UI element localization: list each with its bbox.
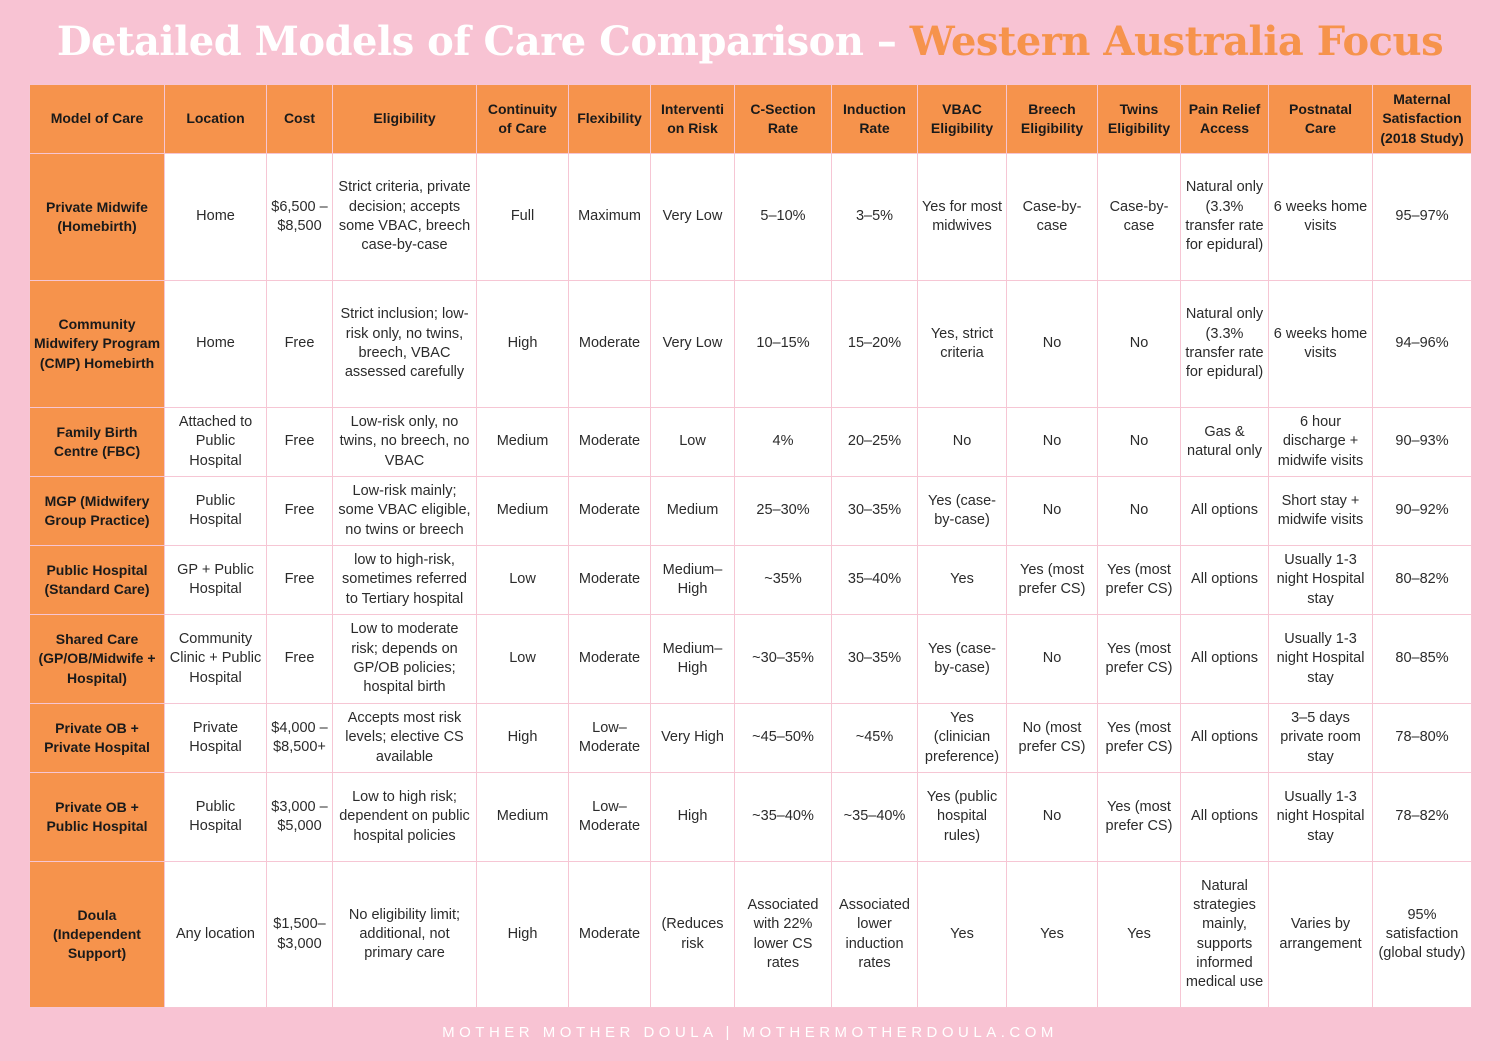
model-name-cell: Private Midwife (Homebirth) <box>30 154 165 281</box>
table-cell: Free <box>267 408 333 477</box>
table-cell: 90–92% <box>1373 477 1472 546</box>
model-name-cell: Private OB + Public Hospital <box>30 773 165 862</box>
table-cell: 80–82% <box>1373 546 1472 615</box>
table-cell: Public Hospital <box>165 773 267 862</box>
table-cell: Moderate <box>569 615 651 704</box>
table-cell: No <box>1007 615 1098 704</box>
table-cell: Yes (most prefer CS) <box>1007 546 1098 615</box>
column-header: Eligibility <box>333 85 477 154</box>
column-header: Continuity of Care <box>477 85 569 154</box>
table-cell: 6 weeks home visits <box>1269 154 1373 281</box>
table-cell: Low to moderate risk; depends on GP/OB policies; hospital birth <box>333 615 477 704</box>
table-cell: Yes <box>1007 862 1098 1008</box>
table-cell: All options <box>1181 773 1269 862</box>
table-cell: Medium– High <box>651 546 735 615</box>
table-cell: Moderate <box>569 862 651 1008</box>
table-cell: 20–25% <box>832 408 918 477</box>
table-cell: No <box>1098 477 1181 546</box>
column-header: Cost <box>267 85 333 154</box>
table-cell: Natural strategies mainly, supports informed medical use <box>1181 862 1269 1008</box>
table-cell: Private Hospital <box>165 704 267 773</box>
table-cell: 94–96% <box>1373 281 1472 408</box>
table-cell: Strict inclusion; low-risk only, no twins, breech, VBAC assessed carefully <box>333 281 477 408</box>
title-main: Detailed Models of Care Comparison – <box>56 18 910 65</box>
table-cell: Medium <box>651 477 735 546</box>
table-cell: low to high-risk, sometimes referred to Tertiary hospital <box>333 546 477 615</box>
table-cell: 90–93% <box>1373 408 1472 477</box>
table-cell: No <box>1007 477 1098 546</box>
table-cell: Attached to Public Hospital <box>165 408 267 477</box>
table-cell: No (most prefer CS) <box>1007 704 1098 773</box>
table-cell: No <box>1098 408 1181 477</box>
table-cell: 5–10% <box>735 154 832 281</box>
header-row <box>30 85 1472 154</box>
table-cell: Yes (public hospital rules) <box>918 773 1007 862</box>
table-cell: 30–35% <box>832 477 918 546</box>
table-cell: Moderate <box>569 408 651 477</box>
table-cell: Home <box>165 281 267 408</box>
column-header: Pain Relief Access <box>1181 85 1269 154</box>
table-cell: Varies by arrangement <box>1269 862 1373 1008</box>
table-cell: Medium <box>477 408 569 477</box>
table-cell: Accepts most risk levels; elective CS available <box>333 704 477 773</box>
table-cell: Usually 1-3 night Hospital stay <box>1269 615 1373 704</box>
table-cell: $4,000 – $8,500+ <box>267 704 333 773</box>
table-row <box>30 477 1472 546</box>
table-cell: No <box>1007 408 1098 477</box>
table-row <box>30 704 1472 773</box>
table-cell: Low-risk only, no twins, no breech, no VBAC <box>333 408 477 477</box>
table-cell: Moderate <box>569 281 651 408</box>
table-cell: Yes <box>918 546 1007 615</box>
footer-credit: MOTHER MOTHER DOULA | MOTHERMOTHERDOULA.COM <box>442 1024 1058 1041</box>
table-cell: $3,000 – $5,000 <box>267 773 333 862</box>
table-cell: Low <box>477 615 569 704</box>
table-cell: Yes <box>1098 862 1181 1008</box>
table-cell: Yes <box>918 862 1007 1008</box>
table-cell: Low– Moderate <box>569 773 651 862</box>
table-cell: 15–20% <box>832 281 918 408</box>
table-cell: ~35–40% <box>735 773 832 862</box>
table-cell: Very High <box>651 704 735 773</box>
table-cell: Case-by-case <box>1007 154 1098 281</box>
table-cell: Low-risk mainly; some VBAC eligible, no twins or breech <box>333 477 477 546</box>
model-name-cell: Family Birth Centre (FBC) <box>30 408 165 477</box>
table-cell: Case-by-case <box>1098 154 1181 281</box>
column-header: Interventi on Risk <box>651 85 735 154</box>
table-cell: ~35% <box>735 546 832 615</box>
column-header: Twins Eligibility <box>1098 85 1181 154</box>
table-cell: No <box>1098 281 1181 408</box>
table-row <box>30 773 1472 862</box>
table-cell: ~35–40% <box>832 773 918 862</box>
table-cell: Yes, strict criteria <box>918 281 1007 408</box>
table-cell: Maximum <box>569 154 651 281</box>
table-cell: High <box>477 281 569 408</box>
column-header: Flexibility <box>569 85 651 154</box>
table-cell: 10–15% <box>735 281 832 408</box>
table-cell: No <box>1007 773 1098 862</box>
table-cell: High <box>477 862 569 1008</box>
column-header: Maternal Satisfaction (2018 Study) <box>1373 85 1472 154</box>
column-header: Breech Eligibility <box>1007 85 1098 154</box>
table-cell: Medium– High <box>651 615 735 704</box>
comparison-table <box>29 84 1472 1008</box>
table-row <box>30 408 1472 477</box>
table-cell: Low– Moderate <box>569 704 651 773</box>
page-title <box>0 18 1500 65</box>
table-cell: Moderate <box>569 546 651 615</box>
table-cell: Yes (clinician preference) <box>918 704 1007 773</box>
table-cell: Community Clinic + Public Hospital <box>165 615 267 704</box>
table-cell: 25–30% <box>735 477 832 546</box>
table-row <box>30 281 1472 408</box>
table-cell: No eligibility limit; additional, not primary care <box>333 862 477 1008</box>
table-cell: All options <box>1181 704 1269 773</box>
model-name-cell: Private OB + Private Hospital <box>30 704 165 773</box>
table-row <box>30 615 1472 704</box>
model-name-cell: Doula (Independent Support) <box>30 862 165 1008</box>
table-cell: 6 weeks home visits <box>1269 281 1373 408</box>
table-cell: Natural only (3.3% transfer rate for epidural) <box>1181 154 1269 281</box>
table-cell: 3–5% <box>832 154 918 281</box>
table-cell: Medium <box>477 477 569 546</box>
column-header: VBAC Eligibility <box>918 85 1007 154</box>
table-cell: $6,500 –$8,500 <box>267 154 333 281</box>
table-cell: Associated lower induction rates <box>832 862 918 1008</box>
table-cell: Public Hospital <box>165 477 267 546</box>
table-cell: Very Low <box>651 154 735 281</box>
table-cell: Free <box>267 477 333 546</box>
model-name-cell: MGP (Midwifery Group Practice) <box>30 477 165 546</box>
column-header: C-Section Rate <box>735 85 832 154</box>
table-cell: Moderate <box>569 477 651 546</box>
table-cell: Short stay + midwife visits <box>1269 477 1373 546</box>
table-cell: Associated with 22% lower CS rates <box>735 862 832 1008</box>
table-cell: 4% <box>735 408 832 477</box>
table-cell: Free <box>267 615 333 704</box>
table-cell: Very Low <box>651 281 735 408</box>
model-name-cell: Public Hospital (Standard Care) <box>30 546 165 615</box>
table-cell: Low <box>651 408 735 477</box>
table-cell: (Reduces risk <box>651 862 735 1008</box>
table-cell: Free <box>267 281 333 408</box>
table-cell: Full <box>477 154 569 281</box>
table-cell: Low <box>477 546 569 615</box>
table-cell: All options <box>1181 477 1269 546</box>
table-cell: 80–85% <box>1373 615 1472 704</box>
table-cell: ~30–35% <box>735 615 832 704</box>
table-cell: 6 hour discharge + midwife visits <box>1269 408 1373 477</box>
table-cell: Strict criteria, private decision; accepts some VBAC, breech case-by-case <box>333 154 477 281</box>
table-cell: Yes (most prefer CS) <box>1098 615 1181 704</box>
table-cell: Gas & natural only <box>1181 408 1269 477</box>
table-cell: Any location <box>165 862 267 1008</box>
table-cell: Usually 1-3 night Hospital stay <box>1269 773 1373 862</box>
table-cell: 3–5 days private room stay <box>1269 704 1373 773</box>
table-cell: Low to high risk; dependent on public hospital policies <box>333 773 477 862</box>
table-cell: 95% satisfaction (global study) <box>1373 862 1472 1008</box>
table-cell: $1,500– $3,000 <box>267 862 333 1008</box>
table-cell: Usually 1-3 night Hospital stay <box>1269 546 1373 615</box>
column-header: Induction Rate <box>832 85 918 154</box>
model-name-cell: Shared Care (GP/OB/Midwife + Hospital) <box>30 615 165 704</box>
table-cell: High <box>477 704 569 773</box>
table-cell: 78–82% <box>1373 773 1472 862</box>
table-cell: Natural only (3.3% transfer rate for epidural) <box>1181 281 1269 408</box>
table-cell: Yes (case-by-case) <box>918 477 1007 546</box>
table-cell: Yes for most midwives <box>918 154 1007 281</box>
title-accent: Western Australia Focus <box>909 18 1444 65</box>
table-cell: ~45–50% <box>735 704 832 773</box>
table-cell: Home <box>165 154 267 281</box>
table-cell: High <box>651 773 735 862</box>
table-cell: 35–40% <box>832 546 918 615</box>
table-cell: Medium <box>477 773 569 862</box>
table-row <box>30 154 1472 281</box>
table-cell: All options <box>1181 546 1269 615</box>
table-cell: No <box>1007 281 1098 408</box>
table-cell: 78–80% <box>1373 704 1472 773</box>
table-row <box>30 546 1472 615</box>
table-cell: Yes (case-by-case) <box>918 615 1007 704</box>
table-cell: No <box>918 408 1007 477</box>
table-cell: Yes (most prefer CS) <box>1098 773 1181 862</box>
table-cell: 95–97% <box>1373 154 1472 281</box>
column-header: Postnatal Care <box>1269 85 1373 154</box>
column-header: Model of Care <box>30 85 165 154</box>
model-name-cell: Community Midwifery Program (CMP) Homebirth <box>30 281 165 408</box>
column-header: Location <box>165 85 267 154</box>
table-row <box>30 862 1472 1008</box>
table-cell: Yes (most prefer CS) <box>1098 704 1181 773</box>
table-cell: All options <box>1181 615 1269 704</box>
table-cell: Free <box>267 546 333 615</box>
table-cell: ~45% <box>832 704 918 773</box>
table-cell: GP + Public Hospital <box>165 546 267 615</box>
table-cell: 30–35% <box>832 615 918 704</box>
table-cell: Yes (most prefer CS) <box>1098 546 1181 615</box>
